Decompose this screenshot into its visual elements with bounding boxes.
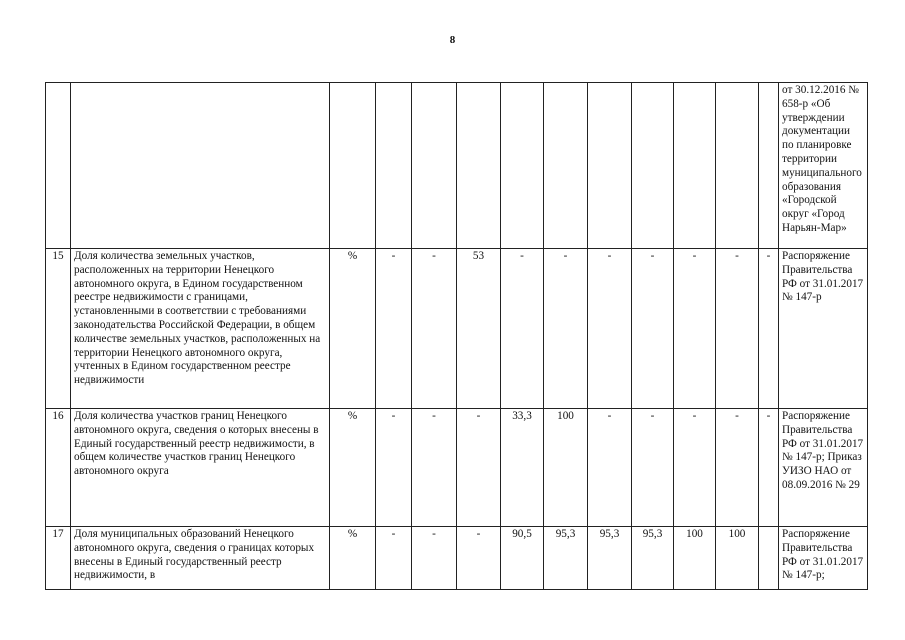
value-cell: 90,5 (501, 527, 544, 590)
value-cell: - (716, 249, 759, 409)
value-cell: - (412, 249, 457, 409)
value-cell (632, 83, 674, 249)
source-document-cell: Распоряжение Правительства РФ от 31.01.2017 № 147-р; Приказ УИЗО НАО от 08.09.2016 № 29 (779, 409, 868, 527)
value-cell (759, 527, 779, 590)
value-cell: - (457, 527, 501, 590)
indicator-name-cell: Доля муниципальных образований Ненецкого автономного округа, сведения о границах которых внесены в Единый государственный реестр недвижимости, в (71, 527, 330, 590)
value-cell: 53 (457, 249, 501, 409)
indicator-name-cell: Доля количества земельных участков, расположенных на территории Ненецкого автономного округа, в Едином государственном реестре недвижимости с границами, установленными в соответствии с требованиями законодательства Российской Федерации, в общем количестве земельных участков, расположенных на территории Ненецкого автономного округа, учтенных в Едином государственном реестре недвижимости (71, 249, 330, 409)
value-cell: 33,3 (501, 409, 544, 527)
unit-cell (330, 83, 376, 249)
source-document-cell: от 30.12.2016 № 658-р «Об утверждении документации по планировке территории муниципального образования «Городской округ «Город Нарьян-Мар» (779, 83, 868, 249)
value-cell: - (376, 409, 412, 527)
value-cell (544, 83, 588, 249)
value-cell: - (588, 409, 632, 527)
value-cell: 95,3 (632, 527, 674, 590)
value-cell: - (501, 249, 544, 409)
value-cell (376, 83, 412, 249)
value-cell (501, 83, 544, 249)
row-number-cell: 15 (46, 249, 71, 409)
value-cell: - (759, 409, 779, 527)
value-cell: - (376, 527, 412, 590)
value-cell: - (674, 249, 716, 409)
row-number-cell (46, 83, 71, 249)
row-number-cell: 16 (46, 409, 71, 527)
value-cell (588, 83, 632, 249)
value-cell: - (544, 249, 588, 409)
source-document-cell: Распоряжение Правительства РФ от 31.01.2017 № 147-р; (779, 527, 868, 590)
value-cell: - (674, 409, 716, 527)
value-cell (674, 83, 716, 249)
value-cell: - (412, 527, 457, 590)
value-cell: 95,3 (588, 527, 632, 590)
value-cell: 100 (716, 527, 759, 590)
value-cell: - (759, 249, 779, 409)
table-row (46, 527, 868, 590)
value-cell: - (376, 249, 412, 409)
value-cell: - (716, 409, 759, 527)
unit-cell: % (330, 409, 376, 527)
value-cell (412, 83, 457, 249)
indicators-table (45, 82, 868, 590)
value-cell: - (457, 409, 501, 527)
table-row (46, 409, 868, 527)
value-cell: 100 (674, 527, 716, 590)
value-cell (716, 83, 759, 249)
row-number-cell: 17 (46, 527, 71, 590)
source-document-cell: Распоряжение Правительства РФ от 31.01.2017 № 147-р (779, 249, 868, 409)
page-number: 8 (449, 34, 456, 46)
table-row (46, 249, 868, 409)
unit-cell: % (330, 249, 376, 409)
value-cell: - (588, 249, 632, 409)
value-cell: - (632, 409, 674, 527)
table-row (46, 83, 868, 249)
value-cell (759, 83, 779, 249)
value-cell: 95,3 (544, 527, 588, 590)
indicator-name-cell (71, 83, 330, 249)
indicator-name-cell: Доля количества участков границ Ненецкого автономного округа, сведения о которых внесены в Единый государственный реестр недвижимости, в общем количестве участков границ Ненецкого автономного округа (71, 409, 330, 527)
value-cell: - (632, 249, 674, 409)
value-cell: 100 (544, 409, 588, 527)
unit-cell: % (330, 527, 376, 590)
value-cell: - (412, 409, 457, 527)
value-cell (457, 83, 501, 249)
